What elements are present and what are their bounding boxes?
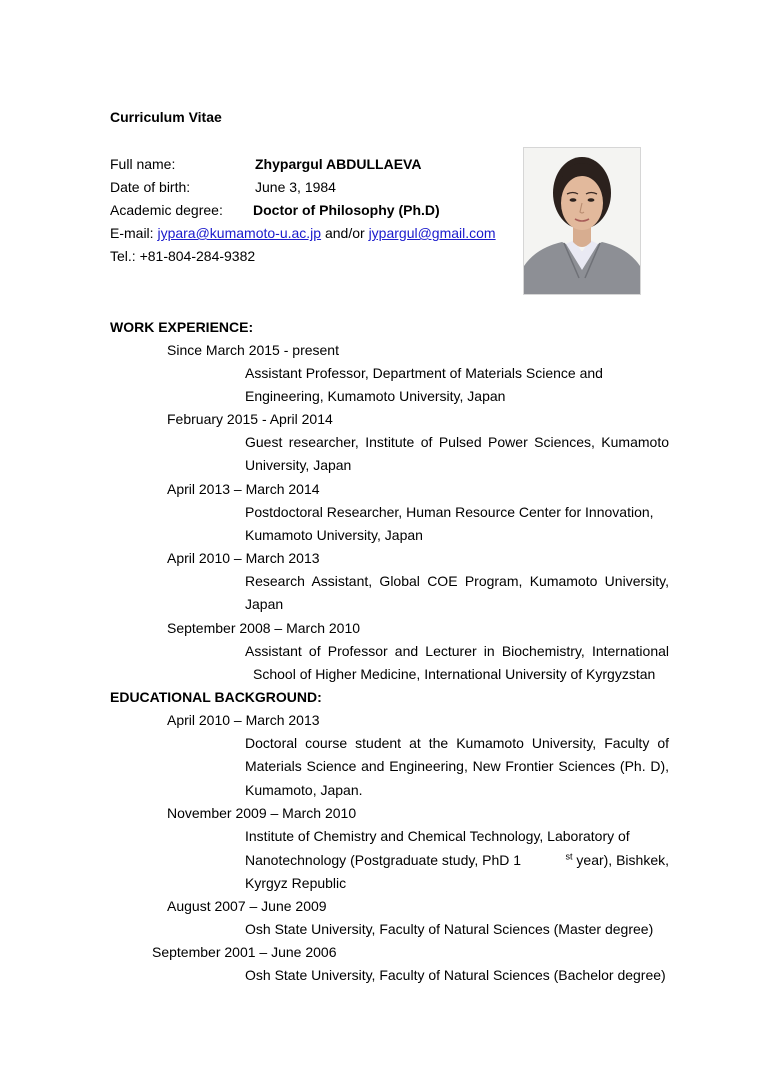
edu-text-year-sup (566, 851, 670, 869)
portrait-image (524, 148, 640, 294)
work-description-line: School of Higher Medicine, International University of Kyrgyzstan (253, 666, 656, 682)
edu-text-nanotechnology: Nanotechnology (Postgraduate study, PhD 1 (245, 852, 522, 868)
profile-photo (523, 147, 641, 295)
email-link-secondary[interactable]: jypargul@gmail.com (368, 225, 496, 241)
work-description-line: Guest researcher, Institute of Pulsed Power Sciences, Kumamoto (245, 434, 669, 450)
degree-label: Academic degree: (110, 202, 223, 218)
education-description-line: Institute of Chemistry and Chemical Technology, Laboratory of (245, 828, 630, 844)
education-description-line: Kyrgyz Republic (245, 875, 347, 891)
work-period: Since March 2015 - present (167, 342, 339, 358)
education-description-line: Doctoral course student at the Kumamoto University, Faculty of (245, 735, 669, 751)
work-description-line: Assistant Professor, Department of Materials Science and (245, 365, 603, 381)
email-connector: and/or (324, 225, 365, 241)
edu-text-bishkek: year), Bishkek, (572, 852, 669, 868)
work-period: September 2008 – March 2010 (167, 620, 361, 636)
email-label: E-mail: (110, 225, 154, 241)
education-description-line: Osh State University, Faculty of Natural Sciences (Bachelor degree) (245, 967, 666, 983)
work-description-line: Kumamoto University, Japan (245, 527, 423, 543)
email-row (110, 224, 496, 242)
work-description-line: University, Japan (245, 457, 352, 473)
tel: Tel.: +81-804-284-9382 (110, 248, 256, 264)
work-description-line: Postdoctoral Researcher, Human Resource Center for Innovation, (245, 504, 654, 520)
education-period: August 2007 – June 2009 (167, 898, 327, 914)
education-heading: EDUCATIONAL BACKGROUND: (110, 689, 322, 705)
cv-title: Curriculum Vitae (110, 109, 222, 125)
education-period: November 2009 – March 2010 (167, 805, 357, 821)
email-link-primary[interactable]: jypara@kumamoto-u.ac.jp (157, 225, 322, 241)
education-period: April 2010 – March 2013 (167, 712, 320, 728)
work-period: April 2010 – March 2013 (167, 550, 320, 566)
education-description-line: Materials Science and Engineering, New Frontier Sciences (Ph. D), (245, 758, 669, 774)
fullname-label: Full name: (110, 156, 176, 172)
edu-superscript: st (565, 851, 573, 862)
degree-value: Doctor of Philosophy (Ph.D) (253, 202, 440, 218)
work-description-line: Japan (245, 596, 284, 612)
dob-value: June 3, 1984 (255, 179, 336, 195)
dob-label: Date of birth: (110, 179, 191, 195)
education-description-line (245, 851, 669, 869)
work-experience-heading: WORK EXPERIENCE: (110, 319, 254, 335)
education-period: September 2001 – June 2006 (152, 944, 337, 960)
education-description-line: Osh State University, Faculty of Natural Sciences (Master degree) (245, 921, 654, 937)
work-description-line: Assistant of Professor and Lecturer in Biochemistry, International (245, 643, 669, 659)
work-description-line: Research Assistant, Global COE Program, Kumamoto University, (245, 573, 669, 589)
work-description-line: Engineering, Kumamoto University, Japan (245, 388, 506, 404)
education-description-line: Kumamoto, Japan. (245, 782, 363, 798)
fullname-value: Zhypargul ABDULLAEVA (255, 156, 422, 172)
work-period: February 2015 - April 2014 (167, 411, 333, 427)
work-period: April 2013 – March 2014 (167, 481, 320, 497)
